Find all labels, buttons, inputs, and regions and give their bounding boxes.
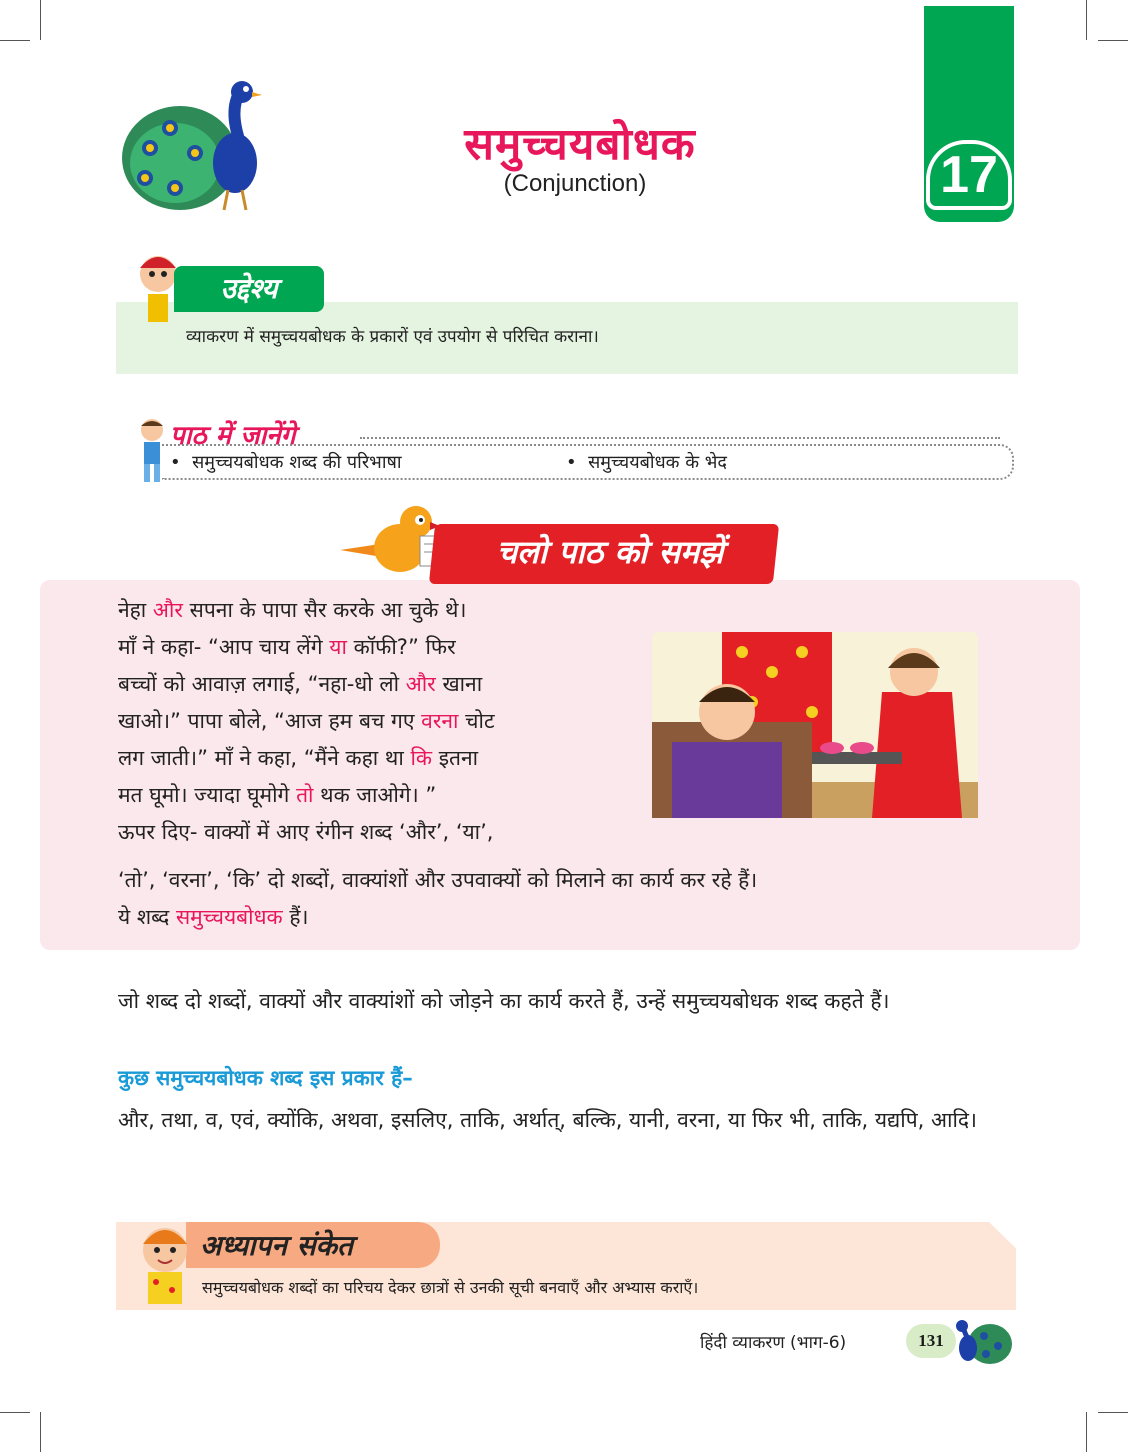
teacher-kid-icon	[130, 1220, 200, 1306]
story-text: बच्चों को आवाज़ लगाई, “नहा-धो लो	[118, 672, 406, 696]
crop-mark	[1098, 40, 1128, 41]
highlight-word: समुच्चयबोधक	[175, 905, 283, 929]
family-scene-illustration	[652, 632, 978, 818]
learn-title: पाठ में जानेंगे	[170, 421, 296, 451]
story-text: इतना	[432, 746, 479, 770]
story-line	[118, 899, 1018, 936]
peacock-icon	[120, 78, 280, 218]
examples-list: और, तथा, व, एवं, क्योंकि, अथवा, इसलिए, ताकि, अर्थात्, बल्कि, यानी, वरना, या फिर भी, ताकि, यद्यपि, आदि।	[118, 1108, 978, 1132]
story-line	[118, 629, 638, 666]
story-line: ‘तो’, ‘वरना’, ‘कि’ दो शब्दों, वाक्यांशों और उपवाक्यों को मिलाने का कार्य कर रहे हैं।	[118, 868, 758, 892]
story-line	[118, 703, 638, 740]
crop-mark	[1098, 1412, 1128, 1413]
crop-mark	[1086, 0, 1087, 40]
crop-mark	[40, 0, 41, 40]
learn-divider	[360, 437, 1000, 439]
definition-text: जो शब्द दो शब्दों, वाक्यों और वाक्यांशों को जोड़ने का कार्य करते हैं, उन्हें समुच्चयबोधक शब्द कहते हैं।	[118, 989, 890, 1013]
highlight-word: तो	[296, 783, 314, 807]
story-text: लग जाती।” माँ ने कहा, “मैंने कहा था	[118, 746, 411, 770]
bullet: •	[566, 452, 589, 473]
crop-mark	[40, 1412, 41, 1452]
learn-item	[170, 450, 402, 474]
chapter-subtitle: (Conjunction)	[503, 170, 647, 197]
story-text: कॉफी?” फिर	[346, 635, 456, 659]
highlight-word: वरना	[421, 709, 459, 733]
crop-mark	[1086, 1412, 1087, 1452]
lesson-banner-label: चलो पाठ को समझें	[496, 533, 724, 571]
examples-heading: कुछ समुच्चयबोधक शब्द इस प्रकार हैं–	[118, 1066, 413, 1090]
story-line	[118, 777, 638, 814]
story-paragraph-continued	[118, 862, 1018, 936]
story-text: मत घूमो। ज्यादा घूमोगे	[118, 783, 297, 807]
story-line	[118, 666, 638, 703]
book-title: हिंदी व्याकरण (भाग-6)	[700, 1333, 847, 1353]
story-text: खाओ।” पापा बोले, “आज हम बच गए	[118, 709, 422, 733]
peacock-icon	[950, 1312, 1012, 1368]
story-text: ये शब्द	[118, 905, 176, 929]
objective-label: उद्देश्य	[174, 266, 324, 312]
teaching-hint-text: समुच्चयबोधक शब्दों का परिचय देकर छात्रों से उनकी सूची बनवाएँ और अभ्यास कराएँ।	[202, 1278, 699, 1297]
highlight-word: कि	[410, 746, 433, 770]
objective-text: व्याकरण में समुच्चयबोधक के प्रकारों एवं उपयोग से परिचित कराना।	[186, 327, 599, 347]
crop-mark	[0, 40, 30, 41]
story-line	[118, 740, 638, 777]
story-text: चोट	[458, 709, 495, 733]
highlight-word: और	[405, 672, 436, 696]
teaching-hint-label: अध्यापन संकेत	[200, 1229, 353, 1262]
chapter-number: 17	[926, 140, 1012, 210]
learn-item-text: समुच्चयबोधक शब्द की परिभाषा	[192, 452, 402, 473]
story-line: ऊपर दिए- वाक्यों में आए रंगीन शब्द ‘और’, ‘या’,	[118, 820, 494, 844]
story-paragraph	[118, 592, 638, 851]
page-number: 131	[906, 1324, 956, 1358]
learn-item	[566, 450, 727, 474]
story-text: माँ ने कहा- “आप चाय लेंगे	[118, 635, 330, 659]
story-text: थक जाओगे। ”	[313, 783, 437, 807]
story-text: सपना के पापा सैर करके आ चुके थे।	[183, 598, 467, 622]
story-text: नेहा	[118, 598, 153, 622]
story-line	[118, 592, 638, 629]
crop-mark	[0, 1412, 30, 1413]
chapter-title: समुच्चयबोधक	[464, 119, 696, 170]
learn-item-text: समुच्चयबोधक के भेद	[588, 452, 727, 473]
story-text: खाना	[435, 672, 483, 696]
highlight-word: और	[152, 598, 183, 622]
bullet: •	[170, 452, 193, 473]
highlight-word: या	[329, 635, 347, 659]
story-text: हैं।	[282, 905, 309, 929]
